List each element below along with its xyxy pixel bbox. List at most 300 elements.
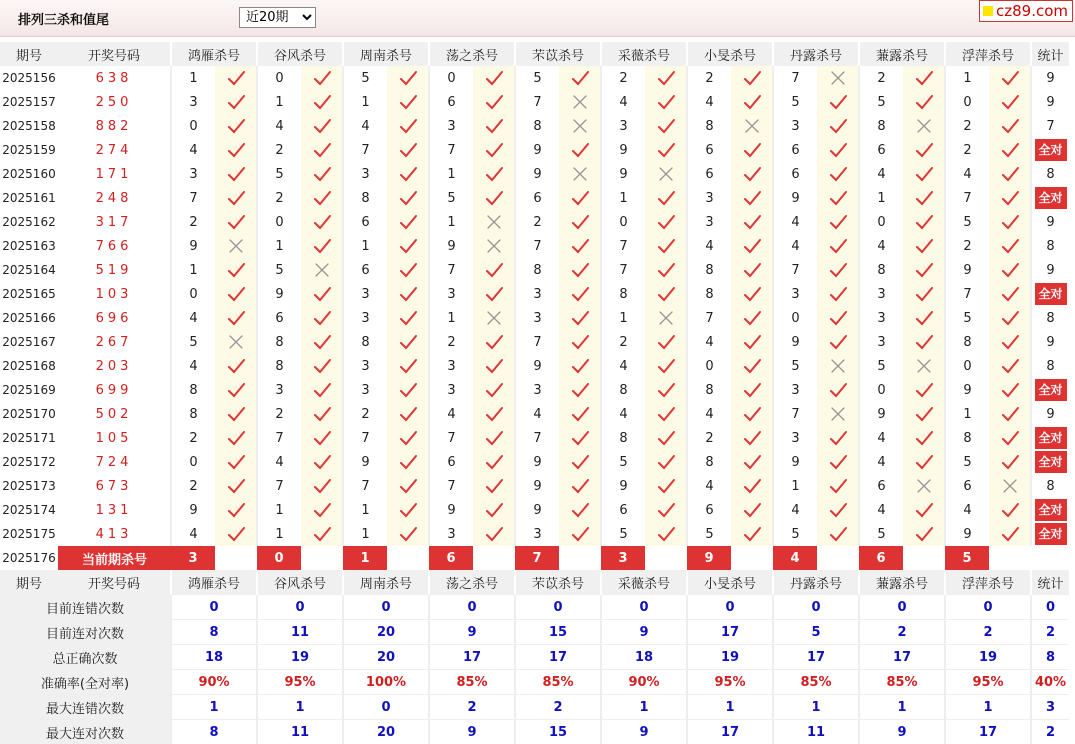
stat-cell <box>1031 450 1069 474</box>
check-icon <box>743 190 761 206</box>
summary-value: 85% <box>859 670 945 695</box>
kill-number: 9 <box>773 186 817 210</box>
kill-number: 8 <box>601 378 645 402</box>
result-mark <box>989 210 1031 234</box>
result-mark <box>473 234 515 258</box>
summary-value: 19 <box>945 645 1031 670</box>
kill-number: 2 <box>429 330 473 354</box>
current-kill-number: 3 <box>171 546 215 570</box>
issue-cell: 2025174 <box>0 498 58 522</box>
summary-value: 8 <box>171 620 257 645</box>
current-label: 当前期杀号 <box>58 546 171 570</box>
table-row <box>0 234 1069 258</box>
summary-value: 0 <box>601 595 687 620</box>
kill-number: 4 <box>687 330 731 354</box>
check-icon <box>829 334 847 350</box>
period-select[interactable] <box>239 7 316 28</box>
check-icon <box>485 358 503 374</box>
result-mark <box>301 498 343 522</box>
issue-cell: 2025166 <box>0 306 58 330</box>
result-mark <box>387 138 429 162</box>
summary-value: 95% <box>945 670 1031 695</box>
stat-cell <box>1031 378 1069 402</box>
result-mark <box>559 258 601 282</box>
check-icon <box>1001 166 1019 182</box>
kill-number: 8 <box>515 258 559 282</box>
kill-number: 6 <box>859 474 903 498</box>
kill-number: 1 <box>343 498 387 522</box>
check-icon <box>743 478 761 494</box>
check-icon <box>227 166 245 182</box>
check-icon <box>399 310 417 326</box>
table-row <box>0 498 1069 522</box>
kill-number: 3 <box>515 306 559 330</box>
check-icon <box>829 454 847 470</box>
check-icon <box>313 214 331 230</box>
kill-number: 4 <box>773 210 817 234</box>
kill-number: 7 <box>343 474 387 498</box>
check-icon <box>657 382 675 398</box>
result-mark <box>731 162 773 186</box>
kill-number: 4 <box>257 450 301 474</box>
result-mark <box>731 402 773 426</box>
kill-number: 4 <box>171 306 215 330</box>
summary-value: 2 <box>429 695 515 720</box>
check-icon <box>399 454 417 470</box>
check-icon <box>657 502 675 518</box>
summary-value: 18 <box>601 645 687 670</box>
check-icon <box>1001 118 1019 134</box>
kill-number: 8 <box>601 282 645 306</box>
summary-value: 9 <box>859 720 945 744</box>
current-kill-number: 5 <box>945 546 989 570</box>
result-mark <box>903 90 945 114</box>
result-mark <box>559 426 601 450</box>
kill-number: 8 <box>687 378 731 402</box>
result-mark <box>903 66 945 90</box>
issue-cell: 2025168 <box>0 354 58 378</box>
result-mark <box>989 282 1031 306</box>
kill-number: 7 <box>515 426 559 450</box>
result-mark <box>301 114 343 138</box>
kill-number: 0 <box>859 378 903 402</box>
result-mark <box>903 306 945 330</box>
check-icon <box>1001 214 1019 230</box>
summary-value: 9 <box>601 620 687 645</box>
check-icon <box>227 142 245 158</box>
cross-icon <box>571 118 589 134</box>
header-expert: 荡之杀号 <box>429 42 515 66</box>
result-mark <box>473 378 515 402</box>
check-icon <box>743 430 761 446</box>
check-icon <box>915 430 933 446</box>
result-mark <box>731 90 773 114</box>
check-icon <box>571 478 589 494</box>
check-icon <box>657 334 675 350</box>
check-icon <box>571 286 589 302</box>
result-mark <box>903 234 945 258</box>
result-mark <box>473 66 515 90</box>
kill-number: 8 <box>945 330 989 354</box>
check-icon <box>915 166 933 182</box>
result-mark <box>473 522 515 546</box>
all-correct-badge: 全对 <box>1035 427 1067 449</box>
check-icon <box>313 430 331 446</box>
result-mark <box>473 450 515 474</box>
summary-value: 95% <box>257 670 343 695</box>
kill-number: 9 <box>773 330 817 354</box>
kill-number: 4 <box>687 402 731 426</box>
kill-number: 7 <box>171 186 215 210</box>
issue-cell: 2025169 <box>0 378 58 402</box>
kill-number: 9 <box>515 138 559 162</box>
result-mark <box>559 66 601 90</box>
current-blank <box>559 546 601 570</box>
kill-number: 8 <box>859 258 903 282</box>
summary-label: 总正确次数 <box>0 645 171 670</box>
check-icon <box>485 454 503 470</box>
result-mark <box>473 306 515 330</box>
result-mark <box>645 426 687 450</box>
check-icon <box>657 142 675 158</box>
check-icon <box>1001 502 1019 518</box>
result-mark <box>645 90 687 114</box>
table-row <box>0 114 1069 138</box>
current-blank <box>301 546 343 570</box>
draw-number: 502 <box>58 402 171 426</box>
kill-number: 2 <box>343 402 387 426</box>
kill-number: 9 <box>945 378 989 402</box>
result-mark <box>215 138 257 162</box>
kill-number: 5 <box>515 66 559 90</box>
check-icon <box>399 286 417 302</box>
check-icon <box>485 286 503 302</box>
table-row <box>0 522 1069 546</box>
kill-number: 0 <box>601 210 645 234</box>
summary-stat: 2 <box>1031 620 1069 645</box>
result-mark <box>817 330 859 354</box>
result-mark <box>817 474 859 498</box>
stat-cell: 8 <box>1031 354 1069 378</box>
summary-value: 0 <box>687 595 773 620</box>
current-stat-blank <box>1031 546 1069 570</box>
check-icon <box>1001 94 1019 110</box>
result-mark <box>903 330 945 354</box>
kill-number: 4 <box>859 450 903 474</box>
kill-number: 3 <box>429 354 473 378</box>
result-mark <box>817 258 859 282</box>
summary-value: 85% <box>773 670 859 695</box>
result-mark <box>731 354 773 378</box>
kill-number: 8 <box>257 330 301 354</box>
check-icon <box>485 430 503 446</box>
draw-number: 673 <box>58 474 171 498</box>
result-mark <box>387 114 429 138</box>
result-mark <box>473 402 515 426</box>
kill-number: 5 <box>945 210 989 234</box>
summary-row <box>0 620 1069 645</box>
kill-number: 6 <box>859 138 903 162</box>
current-kill-number: 4 <box>773 546 817 570</box>
summary-value: 0 <box>171 595 257 620</box>
result-mark <box>903 522 945 546</box>
logo-text: cz89.com <box>996 2 1068 20</box>
all-correct-badge: 全对 <box>1035 499 1067 521</box>
kill-number: 3 <box>515 522 559 546</box>
issue-cell: 2025170 <box>0 402 58 426</box>
draw-number: 766 <box>58 234 171 258</box>
kill-number: 8 <box>171 378 215 402</box>
draw-number: 105 <box>58 426 171 450</box>
kill-number: 5 <box>343 66 387 90</box>
stat-cell: 9 <box>1031 210 1069 234</box>
summary-value: 85% <box>429 670 515 695</box>
kill-number: 8 <box>859 114 903 138</box>
check-icon <box>313 238 331 254</box>
cross-icon <box>743 118 761 134</box>
summary-value: 0 <box>343 595 429 620</box>
result-mark <box>645 354 687 378</box>
result-mark <box>301 162 343 186</box>
check-icon <box>313 454 331 470</box>
kill-number: 4 <box>859 234 903 258</box>
header-expert: 采薇杀号 <box>601 570 687 595</box>
cross-icon <box>227 238 245 254</box>
result-mark <box>387 186 429 210</box>
kill-number: 9 <box>515 474 559 498</box>
result-mark <box>559 186 601 210</box>
summary-value: 20 <box>343 720 429 744</box>
table-row <box>0 378 1069 402</box>
result-mark <box>903 162 945 186</box>
check-icon <box>743 310 761 326</box>
kill-number: 1 <box>171 66 215 90</box>
result-mark <box>989 258 1031 282</box>
result-mark <box>989 330 1031 354</box>
header-issue: 期号 <box>0 42 58 66</box>
result-mark <box>301 210 343 234</box>
check-icon <box>571 262 589 278</box>
result-mark <box>989 186 1031 210</box>
summary-value: 1 <box>601 695 687 720</box>
summary-value: 19 <box>257 645 343 670</box>
kill-number: 1 <box>343 90 387 114</box>
draw-number: 519 <box>58 258 171 282</box>
result-mark <box>387 498 429 522</box>
result-mark <box>301 90 343 114</box>
kill-number: 4 <box>859 498 903 522</box>
check-icon <box>227 70 245 86</box>
check-icon <box>485 406 503 422</box>
site-logo[interactable] <box>979 0 1073 22</box>
check-icon <box>313 358 331 374</box>
result-mark <box>473 186 515 210</box>
check-icon <box>743 70 761 86</box>
kill-number: 1 <box>171 258 215 282</box>
check-icon <box>399 502 417 518</box>
kill-number: 3 <box>343 282 387 306</box>
table-row <box>0 282 1069 306</box>
result-mark <box>473 426 515 450</box>
kill-number: 8 <box>687 282 731 306</box>
kill-number: 3 <box>773 282 817 306</box>
kill-number: 5 <box>859 522 903 546</box>
check-icon <box>571 190 589 206</box>
kill-number: 3 <box>773 378 817 402</box>
summary-label: 最大连错次数 <box>0 695 171 720</box>
kill-number: 9 <box>171 234 215 258</box>
summary-value: 9 <box>429 620 515 645</box>
table-row <box>0 306 1069 330</box>
check-icon <box>571 454 589 470</box>
kill-number: 8 <box>687 450 731 474</box>
check-icon <box>571 430 589 446</box>
kill-number: 5 <box>945 306 989 330</box>
draw-number: 171 <box>58 162 171 186</box>
check-icon <box>399 190 417 206</box>
summary-value: 9 <box>429 720 515 744</box>
check-icon <box>1001 430 1019 446</box>
kill-number: 4 <box>429 402 473 426</box>
kill-number: 6 <box>343 258 387 282</box>
issue-cell: 2025171 <box>0 426 58 450</box>
check-icon <box>743 406 761 422</box>
check-icon <box>571 214 589 230</box>
draw-number: 274 <box>58 138 171 162</box>
result-mark <box>817 498 859 522</box>
summary-value: 1 <box>859 695 945 720</box>
check-icon <box>399 478 417 494</box>
check-icon <box>485 118 503 134</box>
summary-value: 90% <box>171 670 257 695</box>
issue-cell: 2025158 <box>0 114 58 138</box>
check-icon <box>399 430 417 446</box>
check-icon <box>571 70 589 86</box>
check-icon <box>915 70 933 86</box>
result-mark <box>473 282 515 306</box>
result-mark <box>473 354 515 378</box>
table-row <box>0 258 1069 282</box>
summary-value: 17 <box>687 720 773 744</box>
check-icon <box>657 454 675 470</box>
current-kill-number: 6 <box>429 546 473 570</box>
kill-number: 6 <box>773 162 817 186</box>
page-title: 排列三杀和值尾 <box>18 9 109 28</box>
stat-cell <box>1031 186 1069 210</box>
check-icon <box>915 502 933 518</box>
kill-number: 3 <box>171 90 215 114</box>
kill-number: 4 <box>945 162 989 186</box>
result-mark <box>301 186 343 210</box>
result-mark <box>559 162 601 186</box>
result-mark <box>215 90 257 114</box>
summary-value: 95% <box>687 670 773 695</box>
header-expert: 鸿雁杀号 <box>171 42 257 66</box>
kill-number: 7 <box>257 426 301 450</box>
issue-cell: 2025173 <box>0 474 58 498</box>
result-mark <box>301 426 343 450</box>
summary-value: 17 <box>773 645 859 670</box>
kill-number: 1 <box>429 210 473 234</box>
result-mark <box>559 138 601 162</box>
kill-number: 3 <box>773 426 817 450</box>
result-mark <box>817 522 859 546</box>
summary-value: 2 <box>515 695 601 720</box>
check-icon <box>829 94 847 110</box>
kill-number: 2 <box>257 186 301 210</box>
kill-number: 6 <box>343 210 387 234</box>
cross-icon <box>829 358 847 374</box>
summary-stat: 3 <box>1031 695 1069 720</box>
kill-number: 3 <box>687 210 731 234</box>
check-icon <box>743 262 761 278</box>
draw-number: 413 <box>58 522 171 546</box>
check-icon <box>399 214 417 230</box>
summary-value: 19 <box>687 645 773 670</box>
header-number: 开奖号码 <box>58 570 171 595</box>
header-stat: 统计 <box>1031 42 1069 66</box>
check-icon <box>829 478 847 494</box>
result-mark <box>645 210 687 234</box>
kill-number: 1 <box>429 306 473 330</box>
result-mark <box>215 474 257 498</box>
result-mark <box>645 522 687 546</box>
kill-number: 3 <box>687 186 731 210</box>
issue-cell: 2025157 <box>0 90 58 114</box>
check-icon <box>571 358 589 374</box>
kill-number: 4 <box>687 234 731 258</box>
check-icon <box>743 526 761 542</box>
all-correct-badge: 全对 <box>1035 139 1067 161</box>
all-correct-badge: 全对 <box>1035 523 1067 545</box>
check-icon <box>657 70 675 86</box>
result-mark <box>387 402 429 426</box>
kill-number: 3 <box>429 114 473 138</box>
check-icon <box>313 286 331 302</box>
result-mark <box>903 114 945 138</box>
result-mark <box>817 450 859 474</box>
summary-label: 目前连错次数 <box>0 595 171 620</box>
header-expert: 丹露杀号 <box>773 42 859 66</box>
summary-value: 0 <box>343 695 429 720</box>
result-mark <box>989 66 1031 90</box>
all-correct-badge: 全对 <box>1035 451 1067 473</box>
check-icon <box>227 502 245 518</box>
summary-value: 9 <box>601 720 687 744</box>
check-icon <box>399 334 417 350</box>
current-issue: 2025176 <box>0 546 58 570</box>
header-expert: 小旻杀号 <box>687 42 773 66</box>
kill-number: 4 <box>687 90 731 114</box>
result-mark <box>387 426 429 450</box>
result-mark <box>645 234 687 258</box>
check-icon <box>1001 70 1019 86</box>
result-mark <box>731 450 773 474</box>
check-icon <box>657 286 675 302</box>
header-expert: 周南杀号 <box>343 42 429 66</box>
kill-number: 4 <box>773 234 817 258</box>
kill-number: 4 <box>257 114 301 138</box>
kill-number: 2 <box>601 66 645 90</box>
header-expert: 采薇杀号 <box>601 42 687 66</box>
result-mark <box>645 258 687 282</box>
check-icon <box>915 214 933 230</box>
summary-value: 17 <box>429 645 515 670</box>
kill-number: 8 <box>687 258 731 282</box>
result-mark <box>301 522 343 546</box>
kill-number: 6 <box>773 138 817 162</box>
kill-number: 2 <box>859 66 903 90</box>
